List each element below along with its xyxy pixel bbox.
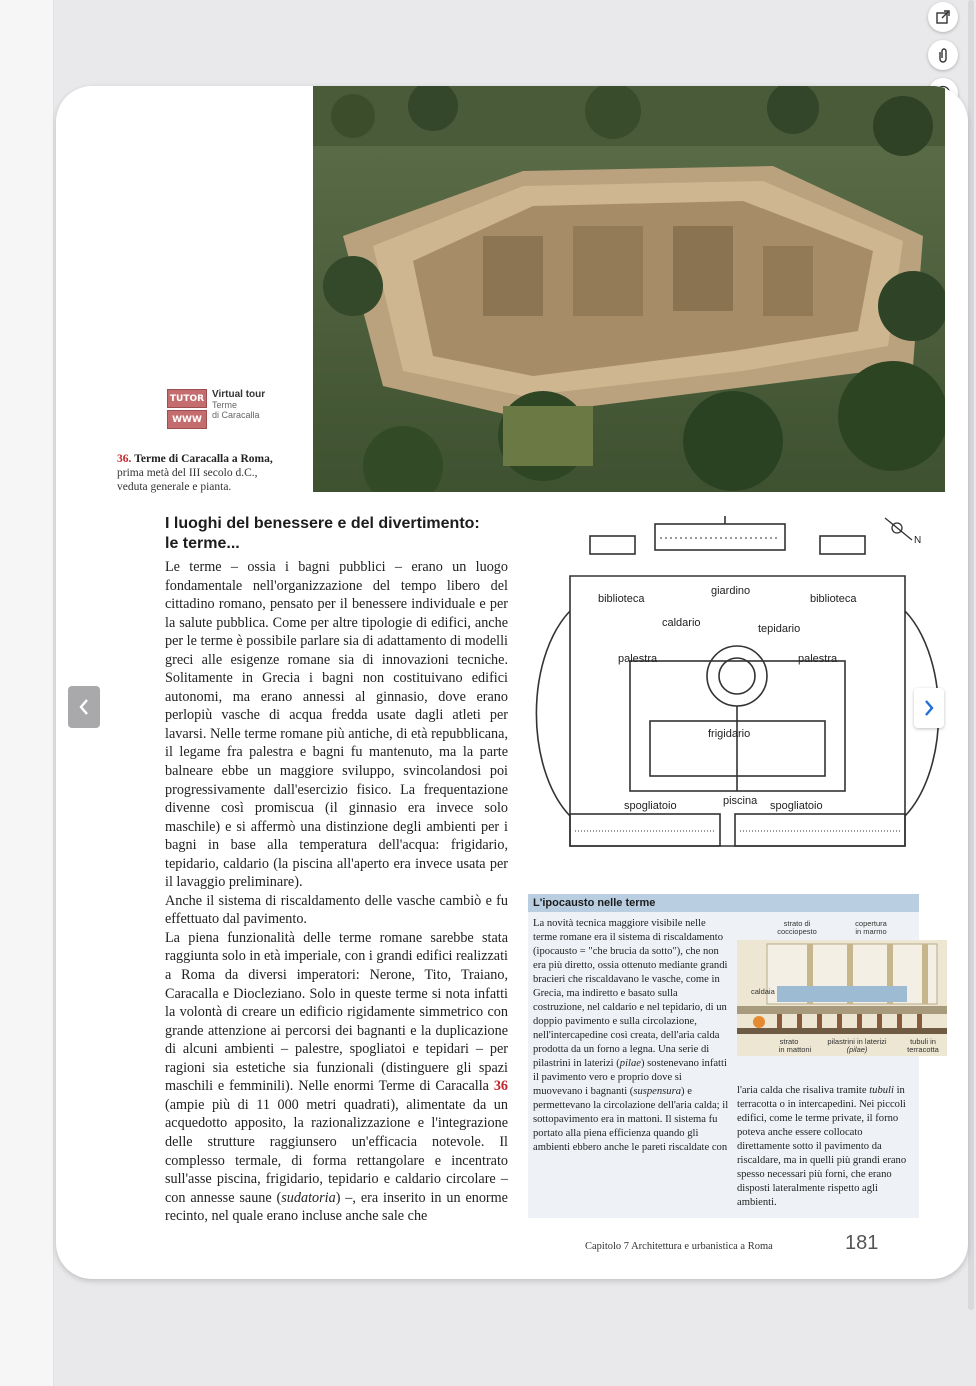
svg-text:caldaia: caldaia	[751, 987, 775, 996]
plan-label-spogliatoio-left: spogliatoio	[624, 800, 677, 812]
info-box-column-1: La novità tecnica maggiore visibile nelle terme romane era il sistema di riscaldamento (ipocausto = "che brucia da sotto"), che non era più diretto, ossia ottenuto mediante grandi bracieri che riscaldavano le vasche, come in Grecia, ma indiretto e basato sulla costruzione, nel caldario e nel tepidario, di un doppio pavimento e sulla circolazione, nell'intercapedine così creata, dell'aria calda prodotta da un forno a legna. Una serie di pilastrini in laterizi (pilae) sostenevano infatti il pavimento vero e proprio dove si muovevano i bagnanti (suspensura) e permettevano la circolazione dell'aria calda; il sottopavimento era in mattoni. Il sistema fu portato alla piena efficienza quando gli ambienti ebbero anche le pareti riscaldate con	[533, 918, 729, 1153]
paragraph-1: Le terme – ossia i bagni pubblici – erano un luogo fondamentale nell'organizzazione del tempo libero del cittadino romano, pensato per il benessere individuale e per la salute pubblica. Come per altre tipologie di edifici, anche per le terme è possibile parlare sia di adattamento di modelli greci alle esigenze romane sia di innovazioni tecniche. Solitamente in Grecia i bagni non costituivano edifici autonomi, ma erano annessi al ginnasio, dove erano perlopiù vasche di acqua fredda usate dagli atleti per lavarsi. Nelle terme romane più antiche, di età repubblicana, il legame fra palestra e bagni fu mantenuto, ma la parte balneare ebbe un maggiore sviluppo, svincolandosi poi progressivamente dall'esercizio fisico. La frequentazione divenne così promiscua (il ginnasio era invece solo maschile) e si affermò una distinzione degli ambienti per i bagni in base alla temperatura dell'acqua: frigidario, tepidario, caldario (la piscina all'aperto era invece usata per il lavaggio preliminare).	[165, 559, 508, 891]
plan-label-spogliatoio-right: spogliatoio	[770, 800, 823, 812]
previous-page-button[interactable]	[68, 686, 100, 728]
svg-text:cocciopesto: cocciopesto	[777, 927, 817, 936]
next-page-button[interactable]	[914, 688, 944, 728]
page-number: 181	[845, 1232, 879, 1254]
plan-north-label: N	[914, 535, 922, 546]
figure-reference[interactable]: 36	[493, 1078, 508, 1095]
virtual-tour-title: Virtual tour	[212, 389, 266, 400]
section-heading-line2: le terme...	[165, 535, 240, 552]
svg-text:(pilae): (pilae)	[846, 1045, 868, 1054]
virtual-tour-sub1: Terme	[212, 400, 238, 410]
figure-number: 36.	[117, 453, 132, 465]
caracalla-aerial-photo	[313, 86, 945, 492]
left-sidebar	[0, 0, 54, 1386]
chevron-left-icon	[78, 698, 90, 716]
info-box-title: L'ipocausto nelle terme	[528, 894, 919, 912]
plan-label-tepidario: tepidario	[758, 623, 801, 635]
plan-label-biblioteca-right: biblioteca	[810, 593, 857, 605]
tutor-badge-top: TUTOR	[167, 389, 207, 408]
svg-text:in marmo: in marmo	[855, 927, 887, 936]
virtual-tour-sub2: di Caracalla	[212, 410, 260, 420]
plan-label-giardino: giardino	[711, 585, 751, 597]
plan-label-caldario: caldario	[662, 617, 701, 629]
svg-text:terracotta: terracotta	[907, 1045, 939, 1054]
svg-text:copertura: copertura	[855, 919, 887, 928]
scrollbar[interactable]	[968, 0, 974, 1310]
section-heading	[165, 514, 525, 554]
chapter-footer: Capitolo 7 Architettura e urbanistica a Roma	[585, 1241, 773, 1252]
paperclip-icon[interactable]	[928, 40, 958, 70]
svg-text:pilastrini in laterizi: pilastrini in laterizi	[827, 1037, 887, 1046]
paragraph-2: Anche il sistema di riscaldamento delle vasche cambiò e fu effettuato dal pavimento.	[165, 892, 508, 928]
chevron-right-icon	[923, 699, 935, 717]
figure-caption	[117, 452, 317, 494]
fire-icon	[753, 1016, 765, 1028]
plan-label-biblioteca-left: biblioteca	[598, 593, 645, 605]
tutor-badge[interactable]	[167, 389, 207, 427]
plan-label-frigidario: frigidario	[708, 728, 751, 740]
baths-floor-plan	[530, 516, 945, 866]
virtual-tour-link[interactable]	[212, 390, 265, 420]
svg-text:in mattoni: in mattoni	[778, 1045, 812, 1054]
svg-text:strato di: strato di	[783, 919, 811, 928]
info-box-column-2: l'aria calda che risaliva tramite tubuli in terracotta o in intercapedini. Nei piccoli edifici, come le terme private, il forno poteva anche essere collocato direttamente sotto il pavimento da riscaldare, ma in quelli più grandi erano spesso necessari più forni, che erano disposti lateralmente rispetto agli ambienti.	[737, 1085, 907, 1208]
svg-text:strato: strato	[779, 1037, 799, 1046]
plan-label-piscina: piscina	[723, 795, 758, 807]
north-arrow-icon	[885, 518, 912, 540]
paragraph-3: La piena funzionalità delle terme romane sarebbe stata raggiunta solo in età imperiale, con i grandi edifici realizzati a Roma da diversi imperatori: Nerone, Tito, Traiano, Caracalla e Diocleziano. Solo in queste terme si nota infatti la volontà di creare un edificio rigidamente simmetrico con grande attenzione ai percorsi dei bagnanti e la duplicazione di alcuni ambienti – palestre, spogliatoi e tepidari – per ragioni sia estetiche sia funzionali (distinguere gli spazi maschili e femminili). Nelle enormi Terme di Caracalla 36 (ampie più di 11 000 metri quadrati), alimentate da un acquedotto apposito, la razionalizzazione e l'integrazione delle strutture raggiunsero un'efficacia notevole. Il complesso termale, di forma rettangolare e incentrato sull'asse piscina, frigidario, tepidario e caldario circolare – con annesse saune (sudatoria) –, era inserito in un enorme recinto, nel quale erano incluse anche sale che	[165, 929, 508, 1225]
tutor-badge-bottom: WWW	[167, 410, 207, 429]
external-link-icon[interactable]	[928, 2, 958, 32]
hypocaust-diagram	[737, 918, 947, 1078]
figure-caption-line3: veduta generale e pianta.	[117, 481, 232, 493]
section-heading-line1: I luoghi del benessere e del divertimento:	[165, 515, 480, 532]
plan-label-palestra-right: palestra	[798, 653, 838, 665]
body-text	[165, 558, 508, 1226]
figure-title: Terme di Caracalla a Roma,	[134, 453, 273, 465]
svg-text:tubuli in: tubuli in	[910, 1037, 936, 1046]
figure-caption-line2: prima metà del III secolo d.C.,	[117, 467, 258, 479]
plan-label-palestra-left: palestra	[618, 653, 658, 665]
book-page	[56, 86, 968, 1279]
